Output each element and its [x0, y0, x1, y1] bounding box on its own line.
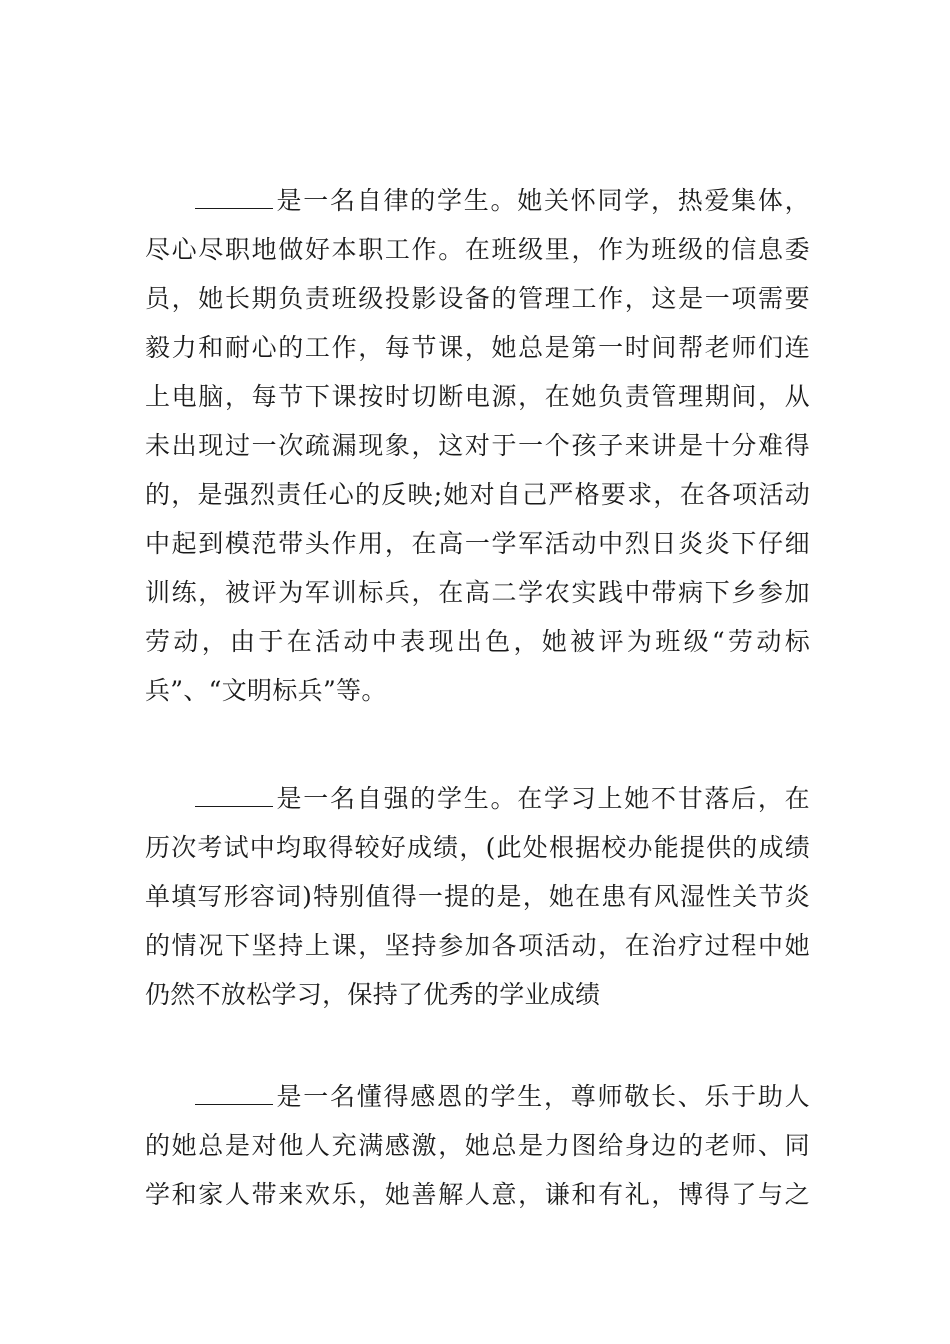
- paragraph-line: 劳动，由于在活动中表现出色，她被评为班级“劳动标: [145, 627, 810, 656]
- name-blank: [195, 1082, 273, 1105]
- paragraph-line: 中起到模范带头作用，在高一学军活动中烈日炎炎下仔细: [145, 529, 810, 558]
- paragraph-line: [145, 176, 810, 225]
- name-blank: [195, 784, 273, 807]
- paragraph-line: [145, 1072, 810, 1121]
- paragraph-line: 尽心尽职地做好本职工作。在班级里，作为班级的信息委: [145, 235, 810, 264]
- paragraph-line: 的她总是对他人充满感激，她总是力图给身边的老师、同: [145, 1131, 810, 1160]
- paragraph-line: 上电脑，每节下课按时切断电源，在她负责管理期间，从: [145, 382, 810, 411]
- line-text: 是一名自强的学生。在学习上她不甘落后，在: [275, 784, 810, 813]
- line-text: 是一名自律的学生。她关怀同学，热爱集体，: [275, 186, 810, 215]
- paragraph-gratitude: [145, 1072, 810, 1219]
- paragraph-line: 仍然不放松学习，保持了优秀的学业成绩: [145, 980, 601, 1009]
- paragraph-line: 的，是强烈责任心的反映;她对自己严格要求，在各项活动: [145, 480, 810, 509]
- name-blank: [195, 186, 273, 209]
- paragraph-line: 的情况下坚持上课，坚持参加各项活动，在治疗过程中她: [145, 931, 810, 960]
- paragraph-self-improvement: [145, 774, 810, 1019]
- paragraph-line: 历次考试中均取得较好成绩，(此处根据校办能提供的成绩: [145, 833, 810, 862]
- paragraph-line: 训练，被评为军训标兵，在高二学农实践中带病下乡参加: [145, 578, 810, 607]
- paragraph-line: 员，她长期负责班级投影设备的管理工作，这是一项需要: [145, 284, 810, 313]
- paragraph-self-discipline: [145, 176, 810, 715]
- paragraph-line: 单填写形容词)特别值得一提的是，她在患有风湿性关节炎: [145, 882, 810, 911]
- line-text: 是一名懂得感恩的学生，尊师敬长、乐于助人: [275, 1082, 810, 1111]
- paragraph-line: [145, 774, 810, 823]
- paragraph-line: 学和家人带来欢乐，她善解人意，谦和有礼，博得了与之: [145, 1180, 810, 1209]
- paragraph-line: 兵”、“文明标兵”等。: [145, 676, 387, 705]
- paragraph-line: 未出现过一次疏漏现象，这对于一个孩子来讲是十分难得: [145, 431, 810, 460]
- paragraph-line: 毅力和耐心的工作，每节课，她总是第一时间帮老师们连: [145, 333, 810, 362]
